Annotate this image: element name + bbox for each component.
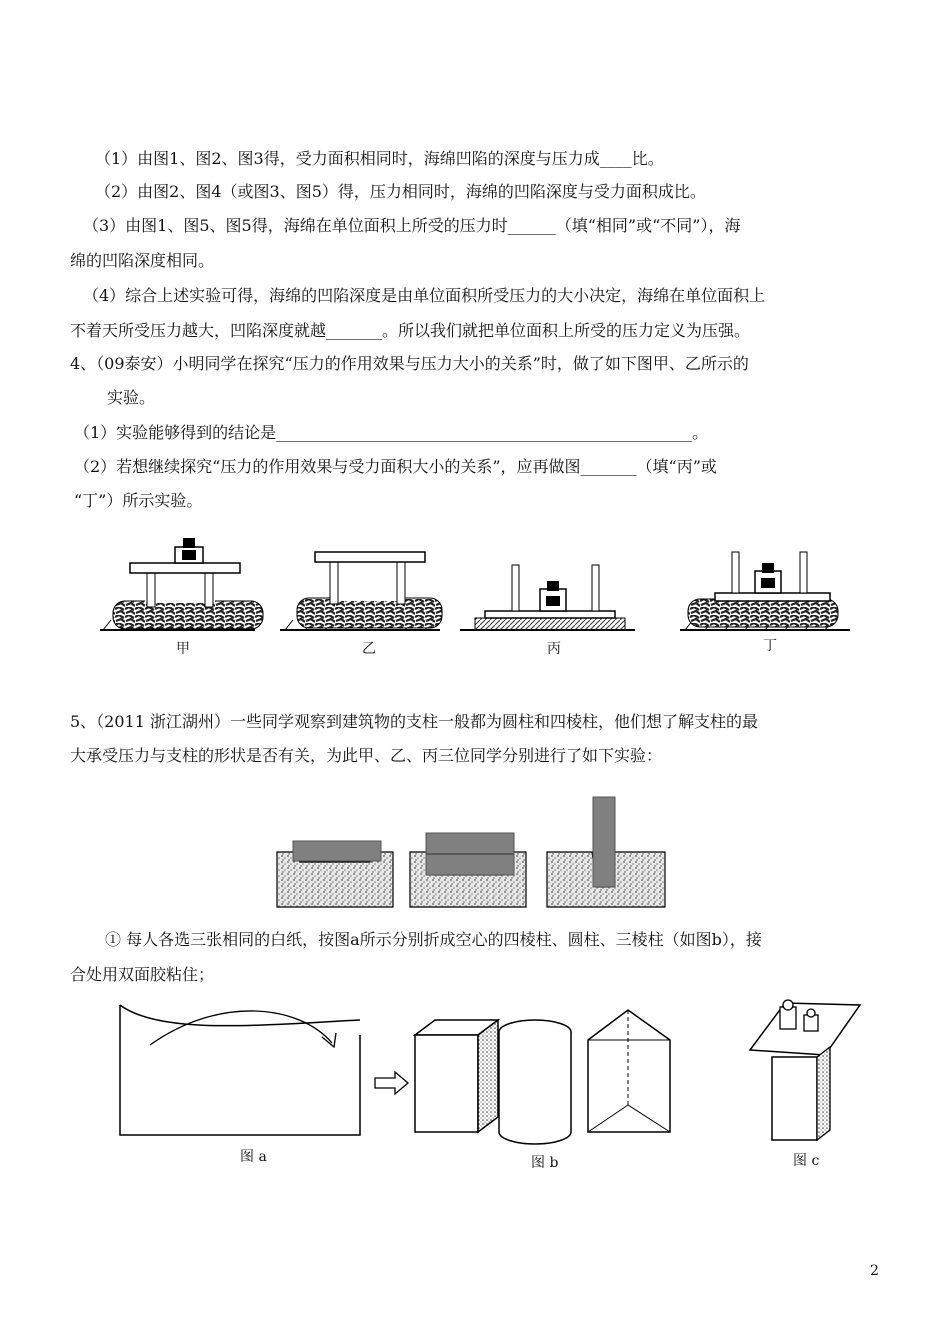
tray-2 (410, 833, 526, 907)
text-line-7: 4、（09泰安）小明同学在探究“压力的作用效果与压力大小的关系”时，做了如下图甲、乙所示的 (70, 354, 749, 373)
pressure-experiment-figure (95, 535, 865, 660)
page-number: 2 (870, 1263, 879, 1279)
caption-figure-c: 图 c (793, 1153, 820, 1169)
paper-column-figure (110, 995, 870, 1175)
figure-a-paper (120, 1005, 408, 1135)
figure-c-load-test (750, 1000, 860, 1140)
setup-ding (680, 552, 850, 630)
setup-jia (100, 538, 263, 630)
sand-tray-figure (275, 795, 670, 910)
text-line-3: （3）由图1、图5、图5得，海绵在单位面积上所受的压力时______（填“相同”或“不同”），海 (83, 216, 741, 235)
text-line-12: 5、（2011 浙江湖州）一些同学观察到建筑物的支柱一般都为圆柱和四棱柱，他们想了解支柱的最 (70, 712, 758, 731)
text-line-8: 实验。 (107, 388, 156, 407)
text-line-9: （1）实验能够得到的结论是____________________________________________________。 (74, 423, 709, 442)
setup-bing (460, 565, 635, 630)
setup-yi (280, 552, 442, 630)
caption-figure-b: 图 b (531, 1155, 559, 1171)
text-line-14: ① 每人各选三张相同的白纸，按图a所示分别折成空心的四棱柱、圆柱、三棱柱（如图b），接 (105, 930, 762, 949)
label-yi: 乙 (362, 641, 376, 657)
text-line-13: 大承受压力与支柱的形状是否有关，为此甲、乙、丙三位同学分别进行了如下实验： (70, 746, 663, 765)
text-line-6: 不着天所受压力越大，凹陷深度就越_______。所以我们就把单位面积上所受的压力定义为压强。 (70, 321, 751, 340)
text-line-11: “丁”）所示实验。 (74, 491, 203, 510)
caption-figure-a: 图 a (240, 1149, 267, 1165)
label-bing: 丙 (547, 641, 561, 657)
figure-b-columns (415, 1010, 670, 1144)
text-line-4: 绵的凹陷深度相同。 (70, 251, 215, 270)
tray-1 (277, 841, 393, 907)
text-line-2: （2）由图2、图4（或图3、图5）得，压力相同时，海绵的凹陷深度与受力面积成比。 (95, 182, 706, 201)
text-line-5: （4）综合上述实验可得，海绵的凹陷深度是由单位面积所受压力的大小决定，海绵在单位面积上 (83, 286, 766, 305)
text-line-15: 合处用双面胶粘住； (70, 965, 215, 984)
label-jia: 甲 (176, 641, 190, 657)
text-line-10: （2）若想继续探究“压力的作用效果与受力面积大小的关系”，应再做图_______（填“丙”或 (74, 457, 717, 476)
tray-3 (547, 797, 665, 907)
text-line-1: （1）由图1、图2、图3得，受力面积相同时，海绵凹陷的深度与压力成____比。 (95, 149, 664, 168)
label-ding: 丁 (763, 638, 777, 654)
